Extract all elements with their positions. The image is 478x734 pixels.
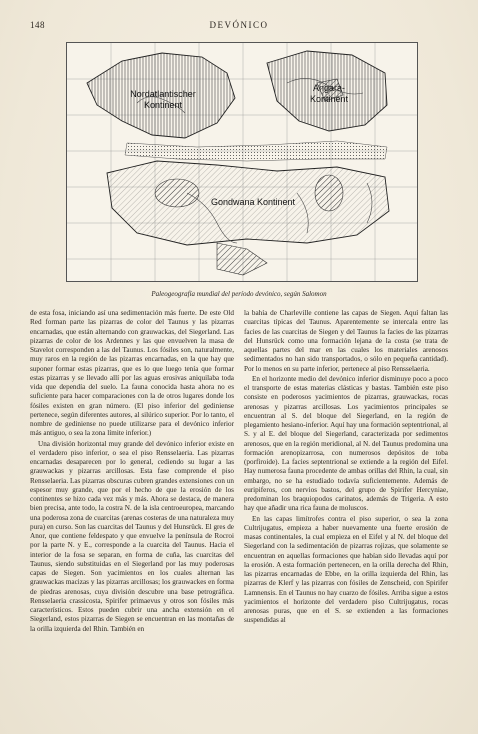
paragraph: En el horizonte medio del devónico inferior disminuye poco a poco el transporte de estas materias clásticas y bastas. También este piso consiste en poderosos yacimientos de pizarras, grauwackas, rocas arenosas y pizarras arcillosas. Los yacimientos principales se encuentran al S. del bloque del Siegerland, en la región de plegamiento hesiano-inferior. Aquí hay una formación septentrional, al S. y al E. del bloque del Siegerland, caracterizada por sedimentos arenosos, que en la región meridional, al N. del Taunus predomina una formación arenopizarrosa, con numerosos depósitos de toba (porfiroide). La facies septentrional se extiende a la región del Eifel. Hay numerosa fauna procedente de ambas orillas del Rhin, la cual, sin embargo, no se ha estudiado todavía suficientemente. Además de euripiferos, con nervios bastos, del grupo de Spirifer Hercyniae, predominan los braquiopodos carinatos, además de Trigeria. A esto hay que añadir una rica fauna de moluscos. bbox=[244, 374, 448, 513]
paragraph: la bahía de Charleville contiene las capas de Siegen. Aquí faltan las cuarcitas típicas del Taunus. Aparentemente se intercala entre las facies de las cuarcitas de Siegen y del Taunus la facies de las pizarras del Hunsrück como una formación lejana de la costa (se trata de aquellas partes del mar en las cuales los materiales arenosos sedimentados no han sido transportados, o sólo en pequeña cantidad). Por lo menos en su parte inferior, pertenece al piso Rensselaeria. bbox=[244, 309, 448, 373]
running-head bbox=[30, 20, 448, 34]
left-text-column bbox=[30, 309, 234, 635]
basin-shape bbox=[155, 179, 199, 207]
tethys-sea-shape bbox=[125, 141, 387, 161]
figure-caption: Paleogeografía mundial del período devónico, según Salomon bbox=[151, 290, 327, 298]
paragraph: de esta fosa, iniciando así una sedimentación más fuerte. De este Old Red forman parte las pizarras de color del Taunus y las pizarras encarnadas, que están alternando con grauwackas, del Siegerland. Las pizarras de color de los Ardennes y las que envuelven la masa de Stavelot corresponden a las del Taunus. Los fósiles son, naturalmente, muy raros en la región de las pizarras encarnadas, en la que hay que suponer formar estas pizarras, que es lo que luego tenía que formar estas pizarras y se llevado allí por las aguas erosivas aniquilaba toda vida que dependía del suelo. La fauna conocida hasta ahora no es suficiente para hacer comparaciones con la de otros lugares donde los fósiles existen en gran número. (El piso inferior del gediniense pertenece, según diferentes autores, al silúrico superior. Por lo tanto, el nombre de gediniense no puede utilizarse para el devónico inferior más antiguo, o sea la zona límite inferior.) bbox=[30, 309, 234, 438]
label-gondwana: Gondwana Kontinent bbox=[210, 197, 296, 207]
paragraph: Una división horizontal muy grande del devónico inferior existe en el verdadero piso inferior, o sea el piso Rensselaeria. Las pizarras encarnadas desaparecen por lo general, cediendo su lugar a las grauwackas y pizarras arcillosas. Esta fase comprende el piso Rensselaeria. Las pizarras obscuras cubren grandes extensiones con un espesor muy grande, que por el hecho de que la erosión de los continentes se hizo cada vez más y más. Ahora se destaca, de manera bien precisa, ante todo, la costra N. de la isla centroeuropea, marcando una poderosa zona de cuarcitas (arenas costeras de una naturaleza muy pura) en curso. Son las cuarcitas del Taunus y del Hunsrück. El gres de Anor, que contiene feldespato y que envuelve la península de Rocroi por la parte N. y E., corresponde a la cuarcita del Taunus. Hacia el interior de la fosa se separan, en forma de cuña, las cuarcitas del Taunus, siendo substituidas en el Siegerland por las muy poderosas capas de Siegen. Son yacimientos en los cuales alternan las grauwackas macizas y las pizarras arcillosas; los grauwackes en forma de piedras arenosas, cuya división descubre una base petrográfica. Rensselaeria crassicosta, Spirifer primaevus y otros son fósiles más característicos. Estos pueden cubrir una ancha extensión en el Siegerland, estos pizarras de Siegen se encuentran en las montañas de la orilla izquierda del Rhin. También en bbox=[30, 439, 234, 633]
label-angara: Angara- bbox=[312, 83, 346, 93]
basin-shape bbox=[217, 243, 267, 275]
map-svg bbox=[67, 43, 417, 281]
paragraph: En las capas limítrofes contra el piso superior, o sea la zona Cultrijugatus, empieza a haber nuevamente una fuerte erosión de masas continentales, la cual empieza en el Eifel y al N. del bloque del Siegerland con la sedimentación de pizarras rojizas, que solamente se encuentran en aquellas formaciones que habían sido llevadas aquí por la erosión. A esta formación pertenecen, en la orilla derecha del Rhin, las pizarras encarnadas de Ebbe, en la orilla izquierda del Rhin, las pizarras de Klerf y las pizarras con fósiles de Zenscheid, con Spirifer Lamnensis. En el Taunus no hay cuarzo de fósiles. Arriba sigue a estos yacimientos el horizonte del verdadero piso Cultrijugatus, rocas arenosas puras, que en el S. se extienden a las formaciones suspendidas al bbox=[244, 514, 448, 625]
label-north-atlantic-2: Kontinent bbox=[143, 100, 183, 110]
page-number: 148 bbox=[30, 20, 45, 30]
paleogeographic-map bbox=[66, 42, 418, 282]
right-text-column bbox=[244, 309, 448, 627]
basin-shape bbox=[315, 175, 343, 211]
label-north-atlantic: Nordatlantischer bbox=[130, 89, 196, 99]
label-angara-2: Kontinent bbox=[309, 94, 349, 104]
section-title: DEVÓNICO bbox=[209, 20, 269, 30]
